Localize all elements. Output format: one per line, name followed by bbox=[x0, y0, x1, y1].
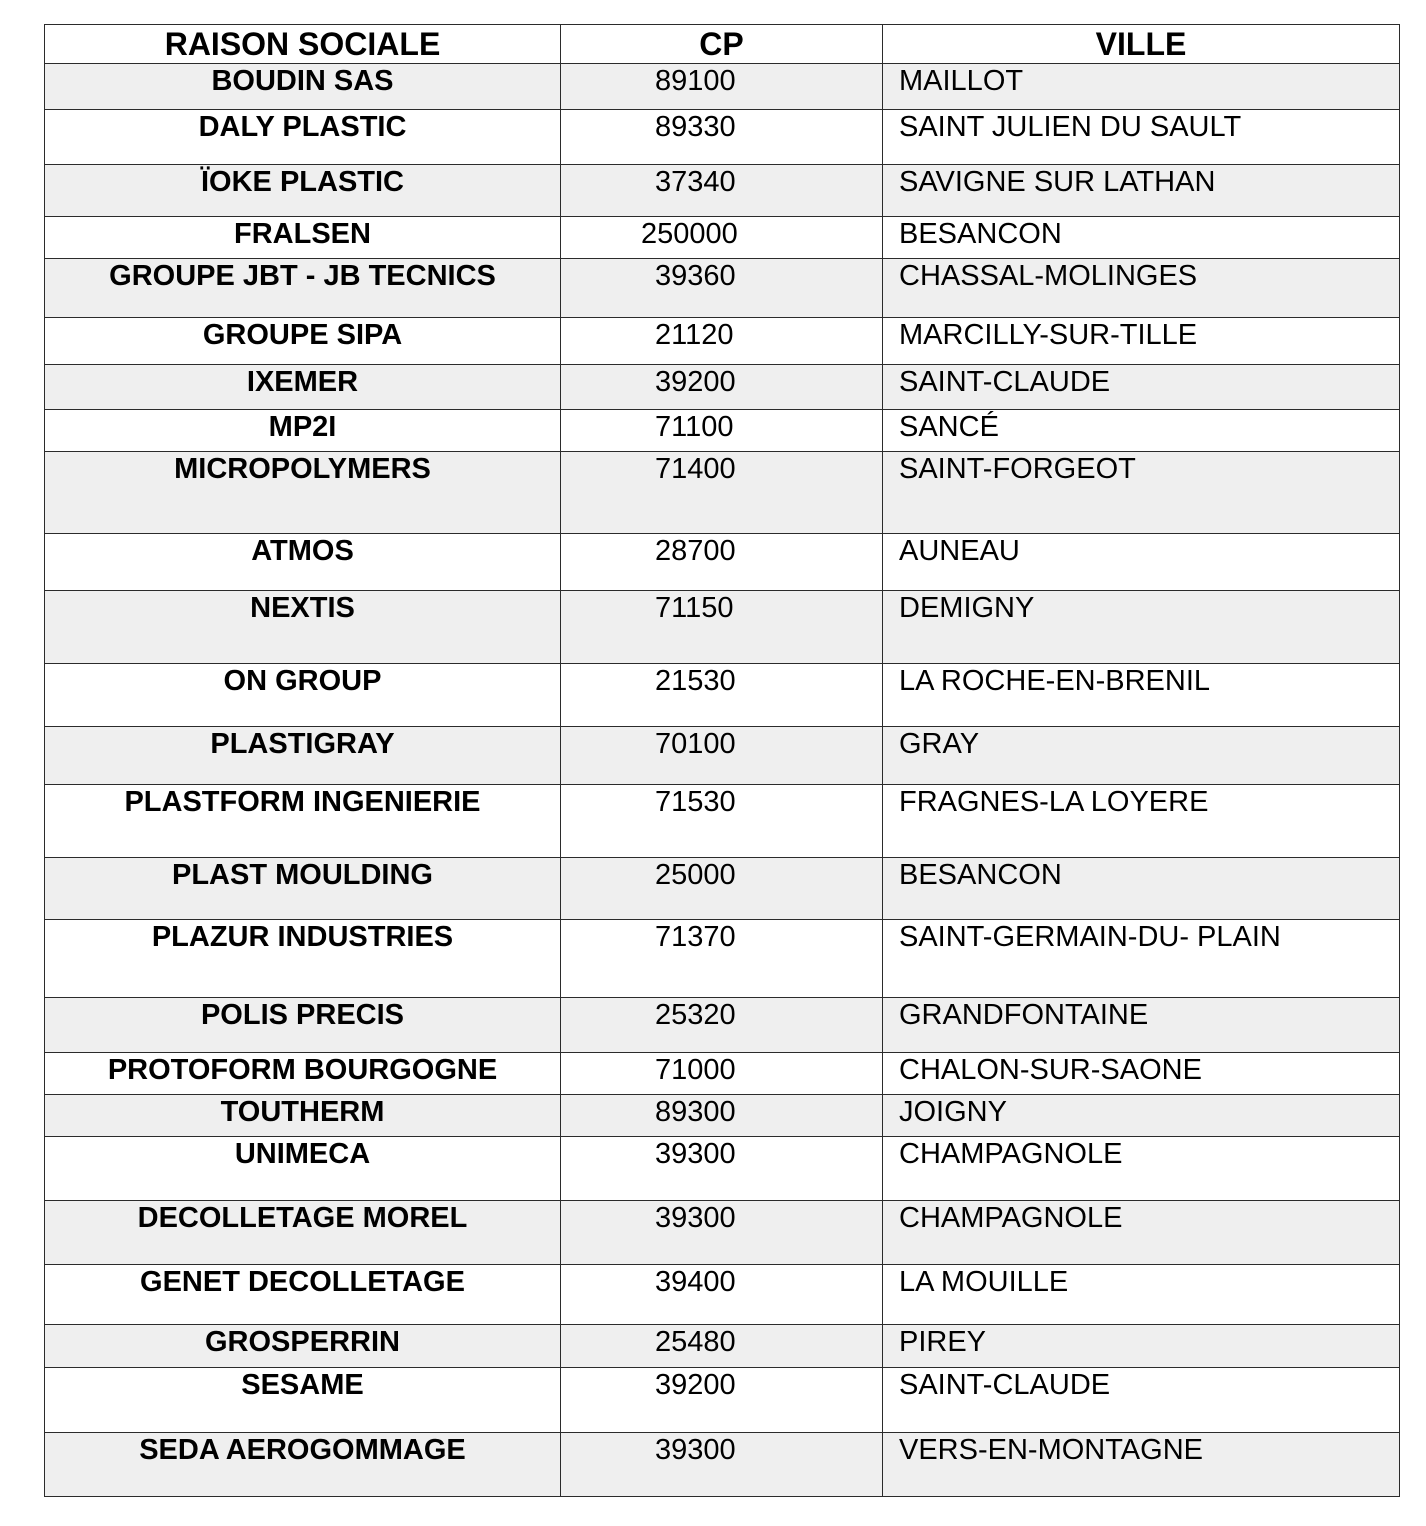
table-row bbox=[45, 1201, 1400, 1265]
city-cell: SANCÉ bbox=[883, 410, 1400, 452]
company-name-cell: PLASTIGRAY bbox=[45, 727, 561, 785]
postal-code-cell: 39200 bbox=[561, 365, 883, 410]
city-cell: VERS-EN-MONTAGNE bbox=[883, 1433, 1400, 1497]
table-row bbox=[45, 259, 1400, 318]
company-name-cell: ON GROUP bbox=[45, 664, 561, 727]
table-header-row bbox=[45, 25, 1400, 64]
postal-code-cell: 71100 bbox=[561, 410, 883, 452]
postal-code-cell: 71370 bbox=[561, 920, 883, 998]
company-name-cell: PLAZUR INDUSTRIES bbox=[45, 920, 561, 998]
company-table bbox=[44, 24, 1400, 1497]
company-name-cell: ATMOS bbox=[45, 534, 561, 591]
table-row bbox=[45, 64, 1400, 110]
city-cell: MARCILLY-SUR-TILLE bbox=[883, 318, 1400, 365]
table-row bbox=[45, 920, 1400, 998]
postal-code-cell: 25000 bbox=[561, 858, 883, 920]
city-cell: LA ROCHE-EN-BRENIL bbox=[883, 664, 1400, 727]
city-cell: DEMIGNY bbox=[883, 591, 1400, 664]
postal-code-cell: 71400 bbox=[561, 452, 883, 534]
company-name-cell: GROUPE SIPA bbox=[45, 318, 561, 365]
postal-code-cell: 89330 bbox=[561, 110, 883, 165]
city-cell: SAINT-FORGEOT bbox=[883, 452, 1400, 534]
table-row bbox=[45, 1095, 1400, 1137]
postal-code-cell: 39300 bbox=[561, 1201, 883, 1265]
table-row bbox=[45, 1265, 1400, 1325]
city-cell: FRAGNES-LA LOYERE bbox=[883, 785, 1400, 858]
company-name-cell: BOUDIN SAS bbox=[45, 64, 561, 110]
postal-code-cell: 25320 bbox=[561, 998, 883, 1053]
city-cell: JOIGNY bbox=[883, 1095, 1400, 1137]
postal-code-cell: 39300 bbox=[561, 1137, 883, 1201]
company-name-cell: IXEMER bbox=[45, 365, 561, 410]
city-cell: SAINT JULIEN DU SAULT bbox=[883, 110, 1400, 165]
company-name-cell: DALY PLASTIC bbox=[45, 110, 561, 165]
company-name-cell: PROTOFORM BOURGOGNE bbox=[45, 1053, 561, 1095]
postal-code-cell: 39200 bbox=[561, 1368, 883, 1433]
postal-code-cell: 21120 bbox=[561, 318, 883, 365]
company-name-cell: SEDA AEROGOMMAGE bbox=[45, 1433, 561, 1497]
postal-code-cell: 39360 bbox=[561, 259, 883, 318]
table-row bbox=[45, 785, 1400, 858]
city-cell: CHASSAL-MOLINGES bbox=[883, 259, 1400, 318]
city-cell: SAINT-CLAUDE bbox=[883, 1368, 1400, 1433]
city-cell: GRAY bbox=[883, 727, 1400, 785]
table-row bbox=[45, 1325, 1400, 1368]
table-row bbox=[45, 664, 1400, 727]
postal-code-cell: 89100 bbox=[561, 64, 883, 110]
postal-code-cell: 39400 bbox=[561, 1265, 883, 1325]
table-row bbox=[45, 217, 1400, 259]
postal-code-cell: 37340 bbox=[561, 165, 883, 217]
table-row bbox=[45, 410, 1400, 452]
table-row bbox=[45, 1053, 1400, 1095]
table-row bbox=[45, 591, 1400, 664]
company-name-cell: MICROPOLYMERS bbox=[45, 452, 561, 534]
table-row bbox=[45, 534, 1400, 591]
postal-code-cell: 250000 bbox=[561, 217, 883, 259]
table-row bbox=[45, 858, 1400, 920]
city-cell: AUNEAU bbox=[883, 534, 1400, 591]
table-row bbox=[45, 727, 1400, 785]
city-cell: SAINT-CLAUDE bbox=[883, 365, 1400, 410]
table-row bbox=[45, 318, 1400, 365]
company-name-cell: NEXTIS bbox=[45, 591, 561, 664]
table-row bbox=[45, 165, 1400, 217]
city-cell: CHAMPAGNOLE bbox=[883, 1137, 1400, 1201]
city-cell: SAINT-GERMAIN-DU- PLAIN bbox=[883, 920, 1400, 998]
table-row bbox=[45, 1137, 1400, 1201]
postal-code-cell: 71150 bbox=[561, 591, 883, 664]
company-name-cell: ÏOKE PLASTIC bbox=[45, 165, 561, 217]
header-raison-sociale: RAISON SOCIALE bbox=[45, 25, 561, 64]
company-name-cell: GENET DECOLLETAGE bbox=[45, 1265, 561, 1325]
company-name-cell: DECOLLETAGE MOREL bbox=[45, 1201, 561, 1265]
header-cp: CP bbox=[561, 25, 883, 64]
table-row bbox=[45, 998, 1400, 1053]
company-name-cell: GROSPERRIN bbox=[45, 1325, 561, 1368]
postal-code-cell: 25480 bbox=[561, 1325, 883, 1368]
city-cell: BESANCON bbox=[883, 858, 1400, 920]
header-ville: VILLE bbox=[883, 25, 1400, 64]
table-row bbox=[45, 452, 1400, 534]
city-cell: CHALON-SUR-SAONE bbox=[883, 1053, 1400, 1095]
city-cell: LA MOUILLE bbox=[883, 1265, 1400, 1325]
postal-code-cell: 21530 bbox=[561, 664, 883, 727]
company-name-cell: UNIMECA bbox=[45, 1137, 561, 1201]
company-name-cell: GROUPE JBT - JB TECNICS bbox=[45, 259, 561, 318]
table-row bbox=[45, 110, 1400, 165]
city-cell: BESANCON bbox=[883, 217, 1400, 259]
city-cell: SAVIGNE SUR LATHAN bbox=[883, 165, 1400, 217]
company-name-cell: FRALSEN bbox=[45, 217, 561, 259]
postal-code-cell: 89300 bbox=[561, 1095, 883, 1137]
company-name-cell: PLASTFORM INGENIERIE bbox=[45, 785, 561, 858]
postal-code-cell: 70100 bbox=[561, 727, 883, 785]
company-name-cell: PLAST MOULDING bbox=[45, 858, 561, 920]
table-row bbox=[45, 1368, 1400, 1433]
company-name-cell: MP2I bbox=[45, 410, 561, 452]
postal-code-cell: 39300 bbox=[561, 1433, 883, 1497]
company-name-cell: SESAME bbox=[45, 1368, 561, 1433]
company-name-cell: TOUTHERM bbox=[45, 1095, 561, 1137]
table-row bbox=[45, 1433, 1400, 1497]
postal-code-cell: 28700 bbox=[561, 534, 883, 591]
city-cell: PIREY bbox=[883, 1325, 1400, 1368]
city-cell: MAILLOT bbox=[883, 64, 1400, 110]
postal-code-cell: 71000 bbox=[561, 1053, 883, 1095]
city-cell: CHAMPAGNOLE bbox=[883, 1201, 1400, 1265]
postal-code-cell: 71530 bbox=[561, 785, 883, 858]
city-cell: GRANDFONTAINE bbox=[883, 998, 1400, 1053]
company-name-cell: POLIS PRECIS bbox=[45, 998, 561, 1053]
table-row bbox=[45, 365, 1400, 410]
